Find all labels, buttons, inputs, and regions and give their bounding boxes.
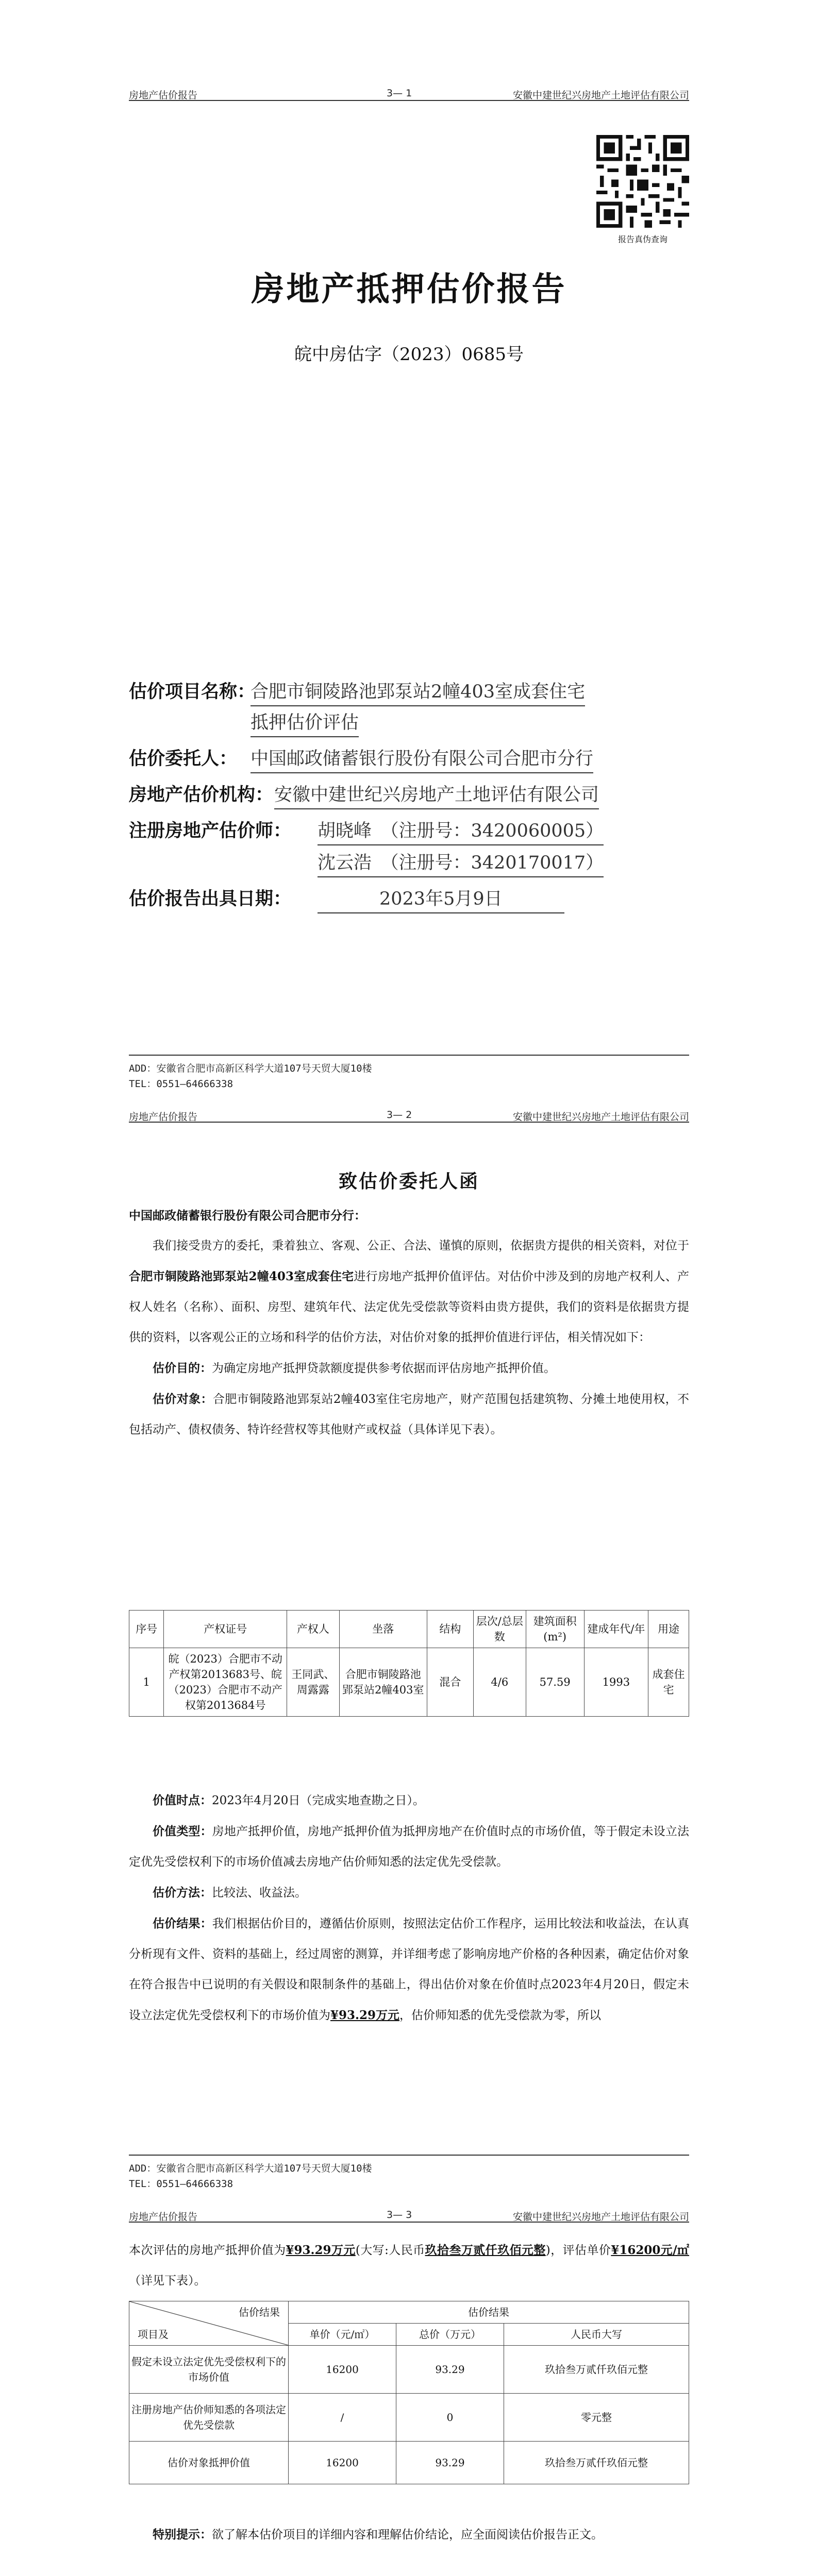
table-header: 层次/总层数 [474, 1611, 526, 1648]
cont-text-a: 本次评估的房地产抵押价值为 [129, 2244, 286, 2257]
footer-address: ADD：安徽省合肥市高新区科学大道107号天贸大厦10楼 [129, 2163, 372, 2174]
table-header: 用途 [648, 1611, 689, 1648]
result-label: 估价结果： [153, 1917, 212, 1930]
result-group-header: 估价结果 [289, 2301, 689, 2324]
result-value: ¥93.29万元 [330, 2008, 400, 2022]
table-cell: / [289, 2394, 396, 2442]
notice-label: 特别提示： [153, 2528, 212, 2541]
diagonal-header-bottom: 项目及 [138, 2328, 169, 2341]
date-value: 2023年5月9日 [318, 885, 564, 913]
project-value-2: 抵押估价评估 [251, 708, 359, 737]
method-paragraph [129, 1877, 689, 1908]
table-cell: 混合 [427, 1648, 473, 1717]
table-cell: 93.29 [396, 2346, 504, 2394]
letter-title: 致估价委托人函 [338, 1171, 479, 1192]
running-header [129, 1109, 689, 1123]
object-text: 合肥市铜陵路池郢泵站2幢403室住宅房地产，财产范围包括建筑物、分摊土地使用权，不包括动产、债权债务、特许经营权等其他财产或权益（具体详见下表）。 [129, 1393, 689, 1436]
appraiser-label: 注册房地产估价师： [129, 820, 292, 841]
value-paragraph [129, 2235, 689, 2296]
project-value: 合肥市铜陵路池郢泵站2幢403室成套住宅 [251, 677, 585, 706]
table-cell: 假定未设立法定优先受偿权利下的市场价值 [129, 2346, 289, 2394]
time-label: 价值时点： [153, 1793, 212, 1807]
project-row-2 [129, 708, 722, 744]
result-paragraph [129, 1908, 689, 2031]
table-row [129, 1648, 689, 1717]
agency-label: 房地产估价机构： [129, 784, 274, 805]
cont-text-d: （详见下表）。 [129, 2274, 206, 2287]
header-left: 房地产估价报告 [129, 2211, 198, 2223]
header-page-number: 3— 3 [387, 2209, 412, 2221]
time-text: 2023年4月20日（完成实地查勘之日）。 [212, 1794, 425, 1807]
table-cell: 估价对象抵押价值 [129, 2442, 289, 2484]
table-header: 结构 [427, 1611, 473, 1648]
result-text-a: 我们根据估价目的，遵循估价原则，按照法定估价工作程序，运用比较法和收益法，在认真分析现有文件、资料的基础上，经过周密的测算，并详细考虑了影响房地产价格的各种因素，确定估价对象在符合报告中已说明的有关假设和限制条件的基础上，得出估价对象在价值时点2023年4月20日，假定未设立法定优先受偿权利下的市场价值为 [129, 1917, 690, 2022]
type-paragraph [129, 1816, 689, 1877]
letter-page [0, 1100, 818, 2200]
table-header-row [129, 1611, 689, 1648]
type-text: 房地产抵押价值，房地产抵押价值为抵押房地产在价值时点的市场价值，等于假定未设立法定优先受偿权利下的市场价值减去房地产估价师知悉的法定优先受偿款。 [129, 1825, 690, 1869]
client-row [129, 744, 722, 781]
cont-value: ¥93.29万元 [286, 2243, 356, 2257]
table-cell: 王同武、周露露 [287, 1648, 340, 1717]
header-right: 安徽中建世纪兴房地产土地评估有限公司 [512, 1111, 689, 1123]
table-cell: 0 [396, 2394, 504, 2442]
table-cell: 16200 [289, 2442, 396, 2484]
table-cell: 1 [129, 1648, 164, 1717]
object-paragraph [129, 1384, 689, 1445]
table-header: 产权证号 [164, 1611, 287, 1648]
header-page-number: 3— 1 [387, 88, 412, 99]
table-cell: 57.59 [526, 1648, 584, 1717]
table-header: 序号 [129, 1611, 164, 1648]
cont-text-b: (大写:人民币 [355, 2244, 425, 2257]
table-cell: 1993 [584, 1648, 648, 1717]
table-cell: 合肥市铜陵路池郢泵站2幢403室 [339, 1648, 427, 1717]
appraiser-row-2 [129, 849, 722, 885]
appraiser-1: 胡晓峰 （注册号：3420060005） [318, 817, 604, 845]
date-row [129, 885, 722, 921]
result-col-header: 人民币大写 [504, 2324, 689, 2346]
agency-row [129, 781, 722, 817]
qr-code[interactable] [596, 135, 689, 228]
table-cell: 成套住宅 [648, 1648, 689, 1717]
header-left: 房地产估价报告 [129, 90, 198, 101]
table-row [129, 2346, 689, 2394]
table-header: 建成年代/年 [584, 1611, 648, 1648]
footer-tel: TEL：0551—64666338 [129, 1078, 233, 1090]
table-cell: 16200 [289, 2346, 396, 2394]
cont-upper: 玖拾叁万贰仟玖佰元整 [425, 2243, 546, 2257]
object-label: 估价对象： [153, 1392, 213, 1406]
client-label: 估价委托人： [129, 748, 238, 769]
intro-text-c: 进行房地产抵押价值评估。对估价中涉及到的房地产权利人、产权人姓名（名称）、面积、房型、建筑年代、法定优先受偿款等资料由贵方提供，我们的资料是依据贵方提供的资料，以客观公正的立场和科学的估价方法，对估价对象的抵押价值进行评估，相关情况如下： [129, 1270, 690, 1344]
purpose-text: 为确定房地产抵押贷款额度提供参考依据而评估房地产抵押价值。 [212, 1362, 556, 1375]
result-table [129, 2301, 689, 2484]
footer-address: ADD：安徽省合肥市高新区科学大道107号天贸大厦10楼 [129, 1063, 372, 1074]
time-paragraph [129, 1785, 689, 1816]
addressee: 中国邮政储蓄银行股份有限公司合肥市分行： [129, 1209, 366, 1223]
running-header [129, 2209, 689, 2223]
method-label: 估价方法： [153, 1886, 212, 1900]
report-title: 房地产抵押估价报告 [251, 270, 567, 309]
table-header: 建筑面积(m²) [526, 1611, 584, 1648]
letter-page-continued [0, 2200, 818, 2576]
notice-paragraph [129, 2519, 689, 2550]
table-cell: 皖（2023）合肥市不动产权第2013683号、皖（2023）合肥市不动产权第2013684号 [164, 1648, 287, 1717]
table-cell: 玖拾叁万贰仟玖佰元整 [504, 2442, 689, 2484]
header-left: 房地产估价报告 [129, 1111, 198, 1123]
qr-caption: 报告真伪查询 [617, 234, 667, 244]
result-col-header: 单价（元/㎡） [289, 2324, 396, 2346]
intro-text-a: 我们接受贵方的委托，秉着独立、客观、公正、合法、谨慎的原则，依据贵方提供的相关资料，对位于 [153, 1239, 689, 1252]
intro-address: 合肥市铜陵路池郢泵站2幢403室成套住宅 [129, 1269, 354, 1283]
purpose-label: 估价目的： [153, 1361, 212, 1375]
header-right: 安徽中建世纪兴房地产土地评估有限公司 [512, 2211, 689, 2223]
table-row [129, 2442, 689, 2484]
type-label: 价值类型： [153, 1824, 212, 1838]
date-label: 估价报告出具日期： [129, 888, 292, 909]
project-row [129, 677, 722, 708]
diagonal-header-cell [129, 2301, 289, 2346]
appraiser-2: 沈云浩 （注册号：3420170017） [318, 849, 604, 877]
table-cell: 注册房地产估价师知悉的各项法定优先受偿款 [129, 2394, 289, 2442]
result-text-b: ，估价师知悉的优先受偿款为零，所以 [399, 2009, 602, 2022]
page-footer [129, 1055, 689, 1092]
project-label: 估价项目名称： [129, 681, 256, 702]
letter-body [129, 1200, 689, 1445]
purpose-paragraph [129, 1353, 689, 1384]
appraiser-row [129, 817, 722, 849]
intro-paragraph [129, 1231, 689, 1353]
page-footer [129, 2155, 689, 2192]
continuation-text [129, 2235, 689, 2296]
report-number: 皖中房估字（2023）0685号 [294, 344, 524, 365]
agency-value: 安徽中建世纪兴房地产土地评估有限公司 [274, 781, 599, 809]
table-cell: 零元整 [504, 2394, 689, 2442]
table-cell: 玖拾叁万贰仟玖佰元整 [504, 2346, 689, 2394]
table-header: 产权人 [287, 1611, 340, 1648]
table-row [129, 2394, 689, 2442]
cont-unit-price: ¥16200元/㎡ [611, 2243, 690, 2257]
result-col-header: 总价（万元） [396, 2324, 504, 2346]
notice-text [129, 2519, 689, 2550]
notice-body: 欲了解本估价项目的详细内容和理解估价结论，应全面阅读估价报告正文。 [212, 2528, 603, 2541]
table-header: 坐落 [339, 1611, 427, 1648]
header-right: 安徽中建世纪兴房地产土地评估有限公司 [512, 90, 689, 101]
letter-body-2 [129, 1785, 689, 2031]
header-page-number: 3— 2 [387, 1109, 412, 1121]
table-cell: 93.29 [396, 2442, 504, 2484]
cont-text-c: )，评估单价 [545, 2244, 611, 2257]
property-table [129, 1610, 689, 1717]
cover-info [129, 677, 722, 921]
diagonal-header-top: 估价结果 [239, 2306, 280, 2318]
footer-tel: TEL：0551—64666338 [129, 2178, 233, 2190]
running-header [129, 88, 689, 101]
result-header-row [129, 2301, 689, 2324]
method-text: 比较法、收益法。 [212, 1886, 307, 1900]
client-value: 中国邮政储蓄银行股份有限公司合肥市分行 [251, 744, 593, 773]
cover-page [0, 0, 818, 1100]
table-cell: 4/6 [474, 1648, 526, 1717]
